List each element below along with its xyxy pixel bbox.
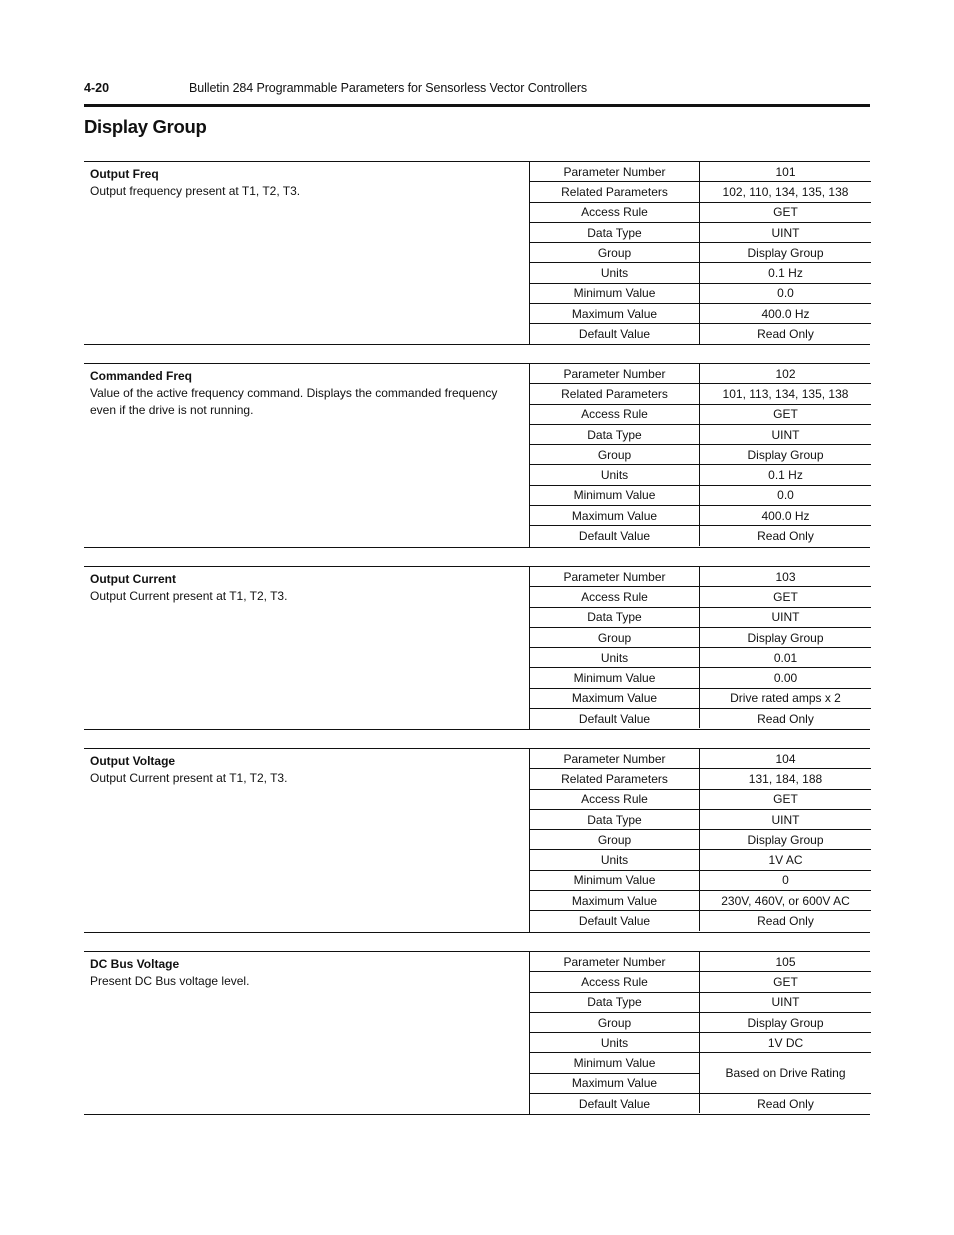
attribute-value: 101, 113, 134, 135, 138	[700, 384, 872, 404]
parameter-description: Output Current present at T1, T2, T3.	[90, 589, 288, 603]
table-row	[530, 283, 872, 303]
table-row	[530, 364, 872, 384]
attribute-value: 105	[700, 952, 872, 972]
table-row	[530, 688, 872, 708]
table-row	[530, 567, 872, 587]
table-row	[530, 202, 872, 222]
parameter-description-block	[90, 571, 524, 605]
parameter-description-block	[90, 753, 524, 787]
attribute-key: Access Rule	[530, 587, 700, 607]
table-row	[530, 324, 872, 344]
table-row	[530, 485, 872, 505]
attribute-key: Access Rule	[530, 972, 700, 992]
attribute-key: Related Parameters	[530, 182, 700, 202]
attribute-value: Display Group	[700, 627, 872, 647]
parameter-block	[84, 951, 870, 1115]
attribute-key: Maximum Value	[530, 891, 700, 911]
attribute-key: Related Parameters	[530, 769, 700, 789]
attribute-value: 230V, 460V, or 600V AC	[700, 891, 872, 911]
attribute-key: Minimum Value	[530, 283, 700, 303]
attribute-key: Parameter Number	[530, 952, 700, 972]
table-row	[530, 404, 872, 424]
attribute-value: 400.0 Hz	[700, 304, 872, 324]
table-row	[530, 972, 872, 992]
attribute-key: Group	[530, 830, 700, 850]
attribute-key: Group	[530, 243, 700, 263]
attribute-key: Parameter Number	[530, 749, 700, 769]
table-row	[530, 627, 872, 647]
attribute-value: Read Only	[757, 327, 814, 342]
attribute-value: Display Group	[700, 830, 872, 850]
attribute-key: Maximum Value	[530, 688, 700, 708]
page-number: 4-20	[84, 81, 110, 95]
attribute-value: 0.01	[700, 648, 872, 668]
table-row	[530, 648, 872, 668]
table-row	[530, 850, 872, 870]
attribute-value: GET	[700, 972, 872, 992]
attribute-value: 102, 110, 134, 135, 138	[700, 182, 872, 202]
attribute-value: UINT	[700, 992, 872, 1012]
attribute-key: Maximum Value	[530, 1073, 700, 1093]
attribute-key: Data Type	[530, 607, 700, 627]
attribute-value: 131, 184, 188	[700, 769, 872, 789]
attribute-value: 1V DC	[700, 1033, 872, 1053]
table-row	[530, 1033, 872, 1053]
parameter-description: Value of the active frequency command. Displays the commanded frequency even if the drive is not running.	[90, 386, 498, 417]
table-row	[530, 263, 872, 283]
table-row	[530, 384, 872, 404]
table-row	[530, 222, 872, 242]
attribute-value: GET	[700, 789, 872, 809]
attribute-value: 400.0 Hz	[700, 506, 872, 526]
parameter-name: Commanded Freq	[90, 369, 193, 383]
page-header	[84, 80, 870, 107]
table-row	[530, 182, 872, 202]
table-row	[530, 891, 872, 911]
attribute-value: Read Only	[757, 914, 814, 929]
table-row	[530, 668, 872, 688]
table-row	[530, 424, 872, 444]
parameter-block	[84, 161, 870, 345]
attribute-key: Units	[530, 850, 700, 870]
table-row	[530, 749, 872, 769]
attribute-key: Default Value	[530, 911, 700, 931]
table-row	[530, 870, 872, 890]
attribute-value: 0.00	[700, 668, 872, 688]
table-row	[530, 607, 872, 627]
table-row	[530, 162, 872, 182]
attribute-value: 0	[700, 870, 872, 890]
attribute-value: 104	[700, 749, 872, 769]
attribute-key: Default Value	[530, 526, 700, 546]
parameter-attributes-table	[529, 749, 871, 931]
table-row	[530, 1094, 872, 1114]
attribute-key: Maximum Value	[530, 304, 700, 324]
attribute-value: Read Only	[757, 711, 814, 726]
table-row	[530, 809, 872, 829]
attribute-key: Default Value	[530, 1094, 700, 1114]
attribute-value: Based on Drive Rating	[700, 1053, 872, 1094]
parameter-description: Present DC Bus voltage level.	[90, 974, 250, 988]
section-title: Display Group	[84, 116, 207, 137]
attribute-value: Display Group	[700, 243, 872, 263]
attribute-key: Related Parameters	[530, 384, 700, 404]
table-row	[530, 526, 872, 546]
table-row	[530, 465, 872, 485]
attribute-value: Display Group	[700, 445, 872, 465]
parameter-block	[84, 566, 870, 730]
table-row	[530, 709, 872, 729]
attribute-key: Group	[530, 627, 700, 647]
parameter-name: Output Current	[90, 572, 176, 586]
parameter-description-block	[90, 956, 524, 990]
table-row	[530, 769, 872, 789]
attribute-key: Minimum Value	[530, 485, 700, 505]
table-row	[530, 506, 872, 526]
document-title: Bulletin 284 Programmable Parameters for Sensorless Vector Controllers	[189, 81, 588, 95]
parameter-attributes-table	[529, 952, 871, 1113]
attribute-value: GET	[700, 587, 872, 607]
parameter-attributes-table	[529, 162, 871, 344]
attribute-value: 103	[700, 567, 872, 587]
table-row	[530, 952, 872, 972]
parameter-block	[84, 748, 870, 933]
attribute-value: GET	[700, 202, 872, 222]
attribute-value: 0.0	[700, 283, 872, 303]
parameter-name: Output Freq	[90, 167, 159, 181]
attribute-value: 0.0	[700, 485, 872, 505]
table-row	[530, 992, 872, 1012]
attribute-key: Group	[530, 1012, 700, 1032]
attribute-key: Maximum Value	[530, 506, 700, 526]
table-row	[530, 304, 872, 324]
parameter-description-block	[90, 166, 524, 200]
attribute-key: Parameter Number	[530, 364, 700, 384]
parameter-description: Output Current present at T1, T2, T3.	[90, 771, 288, 785]
table-row	[530, 445, 872, 465]
attribute-key: Units	[530, 648, 700, 668]
parameter-description: Output frequency present at T1, T2, T3.	[90, 184, 301, 198]
attribute-key: Access Rule	[530, 789, 700, 809]
table-row	[530, 1012, 872, 1032]
attribute-value: 102	[700, 364, 872, 384]
attribute-key: Default Value	[530, 709, 700, 729]
attribute-value: 1V AC	[700, 850, 872, 870]
attribute-key: Default Value	[530, 324, 700, 344]
table-row	[530, 830, 872, 850]
attribute-key: Access Rule	[530, 202, 700, 222]
attribute-key: Data Type	[530, 809, 700, 829]
attribute-key: Parameter Number	[530, 162, 700, 182]
attribute-key: Data Type	[530, 222, 700, 242]
attribute-value: Read Only	[757, 1096, 814, 1111]
attribute-value: UINT	[700, 222, 872, 242]
attribute-key: Units	[530, 465, 700, 485]
attribute-value: UINT	[700, 607, 872, 627]
attribute-value: 101	[700, 162, 872, 182]
attribute-key: Minimum Value	[530, 870, 700, 890]
attribute-key: Minimum Value	[530, 668, 700, 688]
table-row	[530, 1053, 872, 1073]
parameter-block	[84, 363, 870, 548]
attribute-key: Data Type	[530, 424, 700, 444]
table-row	[530, 243, 872, 263]
parameter-name: DC Bus Voltage	[90, 957, 180, 971]
attribute-value: GET	[700, 404, 872, 424]
attribute-value: Display Group	[700, 1012, 872, 1032]
attribute-key: Units	[530, 1033, 700, 1053]
attribute-value: Drive rated amps x 2	[700, 688, 872, 708]
table-row	[530, 911, 872, 931]
parameter-attributes-table	[529, 567, 871, 728]
attribute-key: Access Rule	[530, 404, 700, 424]
table-row	[530, 587, 872, 607]
attribute-key: Minimum Value	[530, 1053, 700, 1073]
attribute-value: UINT	[700, 809, 872, 829]
attribute-key: Group	[530, 445, 700, 465]
attribute-key: Parameter Number	[530, 567, 700, 587]
attribute-value: 0.1 Hz	[700, 263, 872, 283]
parameter-description-block	[90, 368, 524, 419]
attribute-value: 0.1 Hz	[700, 465, 872, 485]
parameter-attributes-table	[529, 364, 871, 546]
attribute-value: Read Only	[757, 529, 814, 544]
attribute-key: Units	[530, 263, 700, 283]
attribute-value: UINT	[700, 424, 872, 444]
parameter-name: Output Voltage	[90, 754, 176, 768]
table-row	[530, 789, 872, 809]
attribute-key: Data Type	[530, 992, 700, 1012]
